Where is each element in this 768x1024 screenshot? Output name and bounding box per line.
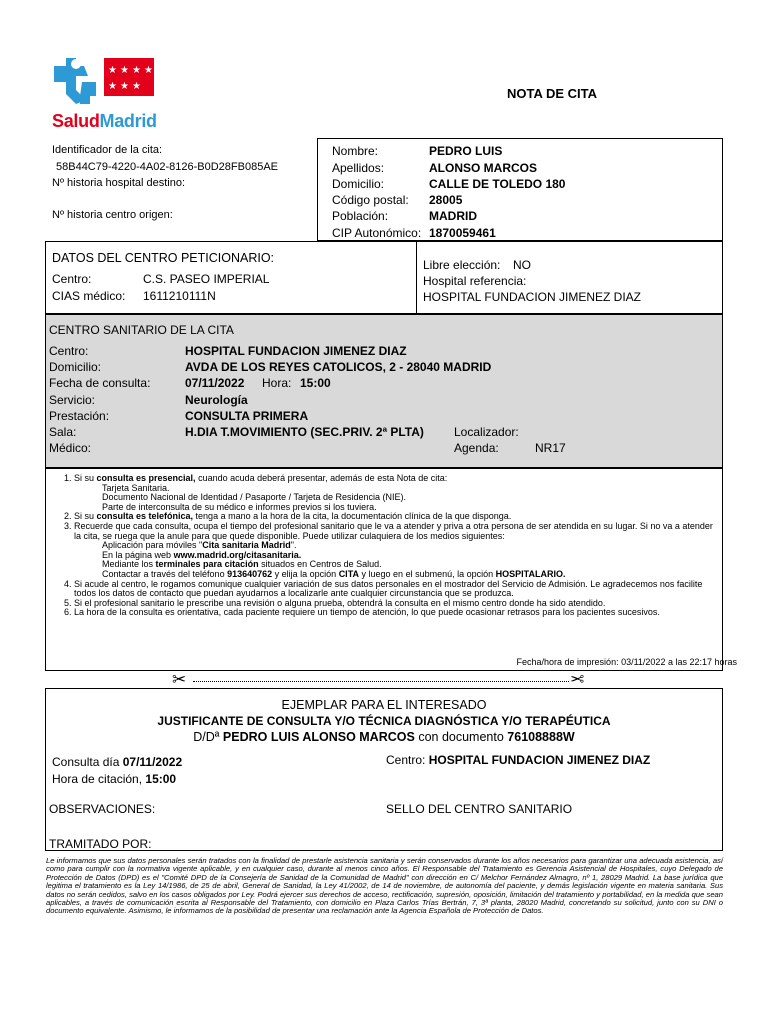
cita-title: CENTRO SANITARIO DE LA CITA	[49, 323, 234, 337]
fecha-consulta-value: 07/11/2022	[185, 376, 245, 390]
prestacion-label: Prestación:	[49, 409, 110, 423]
ejemplar-label: EJEMPLAR PARA EL INTERESADO	[281, 698, 487, 712]
cp-value: 28005	[429, 193, 463, 207]
libre-eleccion-value: NO	[513, 258, 531, 272]
instruction-subitem: Mediante los terminales para citación situados en Centros de Salud.	[102, 559, 382, 570]
hora-citacion	[52, 772, 176, 786]
apellidos-label: Apellidos:	[332, 161, 385, 175]
domicilio-value: CALLE DE TOLEDO 180	[429, 177, 566, 191]
svg-text:★: ★	[132, 65, 141, 76]
instruction-subitem: Contactar a través del teléfono 913640762 y elija la opción CITA y luego en el submenú, la opción HOSPITALARIO.	[102, 568, 566, 579]
cp-label: Código postal:	[332, 193, 409, 207]
instructions-list	[48, 474, 718, 618]
hora-citacion-value: 15:00	[145, 772, 177, 786]
instruction-item: 1. Si su consulta es presencial, cuando acuda deberá presentar, además de esta Nota de cita: Tarjeta Sanitaria. Documento Nacional de Identidad / Pasaporte / Tarjeta de Residencia (NIE). Parte de interconsulta de su médico e informes previos si los tuviera.	[74, 474, 718, 512]
sello-label: SELLO DEL CENTRO SANITARIO	[386, 802, 573, 816]
localizador-label: Localizador:	[454, 425, 519, 439]
instruction-subitem: Tarjeta Sanitaria.	[102, 482, 170, 493]
poblacion-label: Población:	[332, 209, 389, 223]
interesado-line	[45, 730, 723, 744]
just-centro	[386, 753, 650, 767]
hora-value: 15:00	[300, 376, 331, 390]
servicio-label: Servicio:	[49, 393, 96, 407]
hora-label: Hora:	[262, 376, 292, 390]
logo-wordmark	[52, 111, 162, 132]
cita-centro-label: Centro:	[49, 344, 89, 358]
apellidos-value: ALONSO MARCOS	[429, 161, 537, 175]
doc-label: con documento	[418, 730, 504, 744]
sala-value: H.DIA T.MOVIMIENTO (SEC.PRIV. 2ª PLTA)	[185, 425, 424, 439]
svg-text:★: ★	[120, 81, 129, 92]
observaciones-label: OBSERVACIONES:	[49, 802, 156, 816]
cip-value: 1870059461	[429, 226, 496, 240]
dd-label: D/Dª	[193, 730, 220, 744]
cita-box	[45, 314, 723, 468]
peticionario-title: DATOS DEL CENTRO PETICIONARIO:	[52, 251, 275, 265]
cita-domicilio-label: Domicilio:	[49, 360, 102, 374]
svg-text:★: ★	[108, 65, 117, 76]
agenda-value: NR17	[535, 441, 566, 455]
privacy-notice: Le informamos que sus datos personales serán tratados con la finalidad de prestarle asistencia sanitaria y serán conservados durante los años necesarios para garantizar una adecuada asistencia, así como para cumplir con la normativa vigente aplicable, y en cualquier caso, durante al menos cinco años. El Responsable del Tratamiento es Gerencia Asistencial de Hospitales, cuyo Delegado de Protección de Datos (DPD) es el "Comité DPD de la Consejería de Sanidad de la Comunidad de Madrid" con dirección en C/ Melchor Fernández Almagro, nº 1, 28029 Madrid. La base jurídica que legitima el tratamiento es la Ley 14/1986, de 25 de abril, General de Sanidad, la Ley 41/2002, de 14 de noviembre, de autonomía del paciente, y demás legislación vigente en materia sanitaria. Sus datos no serán cedidos, salvo en los casos obligados por Ley. Podrá ejercer sus derechos de acceso, rectificación, supresión, oposición, limitación del tratamiento y portabilidad, en la medida que sean aplicables, a través de comunicación escrita al Responsable del Tratamiento, con domicilio en Plaza Carlos Trías Bertrán, 7, 3ª planta, 28020 Madrid, concretando su solicitud, junto con su DNI o documento equivalente. Asimismo, le informamos de la posibilidad de presentar una reclamación ante la Agencia Española de Protección de Datos.	[46, 856, 723, 916]
instruction-item: 4. Si acude al centro, le rogamos comunique cualquier variación de sus datos personales en el mostrador del Servicio de Admisión. Le agradecemos nos facilite todos los datos de contacto que puedan ayudarnos a localizarle ante cualquier circunstancia que se produzca.	[74, 580, 718, 599]
cias-value: 1611210111N	[143, 289, 216, 303]
just-centro-value: HOSPITAL FUNDACION JIMENEZ DIAZ	[428, 753, 651, 767]
svg-text:★: ★	[144, 65, 153, 76]
logo-word-salud: Salud	[52, 111, 100, 131]
instruction-subitem: Parte de interconsulta de su médico e informes previos si los tuviera.	[102, 501, 377, 512]
sala-label: Sala:	[49, 425, 77, 439]
scissors-left-icon: ✂	[172, 670, 187, 690]
hist-origen-label: Nº historia centro origen:	[52, 209, 173, 221]
logo-word-madrid: Madrid	[99, 111, 157, 131]
cias-label: CIAS médico:	[52, 289, 126, 303]
cita-domicilio-value: AVDA DE LOS REYES CATOLICOS, 2 - 28040 MADRID	[185, 360, 492, 374]
instruction-item: 2. Si su consulta es telefónica, tenga a mano a la hora de la cita, la documentación clínica de la que disponga.	[74, 512, 718, 522]
print-date: Fecha/hora de impresión: 03/11/2022 a las 22:17 horas	[516, 657, 737, 667]
identificador-value: 58B44C79-4220-4A02-8126-B0D28FB085AE	[56, 161, 278, 173]
libre-eleccion-label: Libre elección:	[423, 258, 501, 272]
instruction-item: 3. Recuerde que cada consulta, ocupa el tiempo del profesional sanitario que le va a atender y priva a otra persona de ser atendida en su lugar. Si no va a atender la cita, se ruega que la anule para que quede disponible. Puede utilizar culaquiera de los medios siguientes: Aplicación para móviles "Cita sanitaria Madrid". En la página web www.madrid.org/citasanitaria. Mediante los terminales para citación situados en Centros de Salud. Contactar a través del teléfono 913640762 y elija la opción CITA y luego en el submenú, la opción HOSPITALARIO.	[74, 522, 718, 580]
justificante-box	[45, 688, 723, 851]
logo-emblem-icon	[52, 56, 162, 108]
svg-text:★: ★	[108, 81, 117, 92]
instruction-item: 5. Si el profesional sanitario le prescribe una revisión o alguna prueba, obtendrá la consulta en el mismo centro donde ha sido atendido.	[74, 599, 718, 609]
pet-centro-label: Centro:	[52, 272, 92, 286]
pet-centro-value: C.S. PASEO IMPERIAL	[143, 272, 270, 286]
nombre-label: Nombre:	[332, 144, 379, 158]
servicio-value: Neurología	[185, 393, 248, 407]
medico-label: Médico:	[49, 441, 92, 455]
hora-citacion-label: Hora de citación,	[52, 772, 143, 786]
cita-centro-value: HOSPITAL FUNDACION JIMENEZ DIAZ	[185, 344, 407, 358]
svg-text:★: ★	[132, 81, 141, 92]
scissors-right-icon: ✂	[570, 670, 585, 690]
instruction-subitem: Aplicación para móviles "Cita sanitaria Madrid".	[102, 540, 297, 551]
tramitado-label: TRAMITADO POR:	[49, 837, 152, 851]
hosp-ref-value: HOSPITAL FUNDACION JIMENEZ DIAZ	[423, 290, 642, 304]
document-title: NOTA DE CITA	[507, 86, 598, 101]
consulta-dia	[52, 755, 182, 769]
fecha-consulta-label: Fecha de consulta:	[49, 376, 151, 390]
salud-madrid-logo	[52, 56, 162, 130]
justificante-title: JUSTIFICANTE DE CONSULTA Y/O TÉCNICA DIAGNÓSTICA Y/O TERAPÉUTICA	[157, 714, 611, 728]
poblacion-value: MADRID	[429, 209, 477, 223]
just-centro-label: Centro:	[386, 753, 426, 767]
consulta-dia-label: Consulta día	[52, 755, 120, 769]
nombre-value: PEDRO LUIS	[429, 144, 503, 158]
doc-value: 76108888W	[507, 730, 575, 744]
instruction-subitem: En la página web www.madrid.org/citasanitaria.	[102, 549, 302, 560]
dd-name: PEDRO LUIS ALONSO MARCOS	[222, 730, 415, 744]
cut-line	[193, 681, 569, 682]
peticionario-divider	[416, 241, 417, 314]
domicilio-label: Domicilio:	[332, 177, 385, 191]
agenda-label: Agenda:	[454, 441, 499, 455]
instruction-item: 6. La hora de la consulta es orientativa, cada paciente requiere un tiempo de atención, lo que puede ocasionar retrasos para los pacientes sucesivos.	[74, 608, 718, 618]
prestacion-value: CONSULTA PRIMERA	[185, 409, 309, 423]
identificador-label: Identificador de la cita:	[52, 144, 163, 156]
consulta-dia-value: 07/11/2022	[122, 755, 183, 769]
svg-text:★: ★	[120, 65, 129, 76]
instruction-subitem: Documento Nacional de Identidad / Pasaporte / Tarjeta de Residencia (NIE).	[102, 492, 407, 503]
hist-destino-label: Nº historia hospital destino:	[52, 177, 186, 189]
hosp-ref-label: Hospital referencia:	[423, 274, 527, 288]
cip-label: CIP Autonómico:	[332, 226, 422, 240]
